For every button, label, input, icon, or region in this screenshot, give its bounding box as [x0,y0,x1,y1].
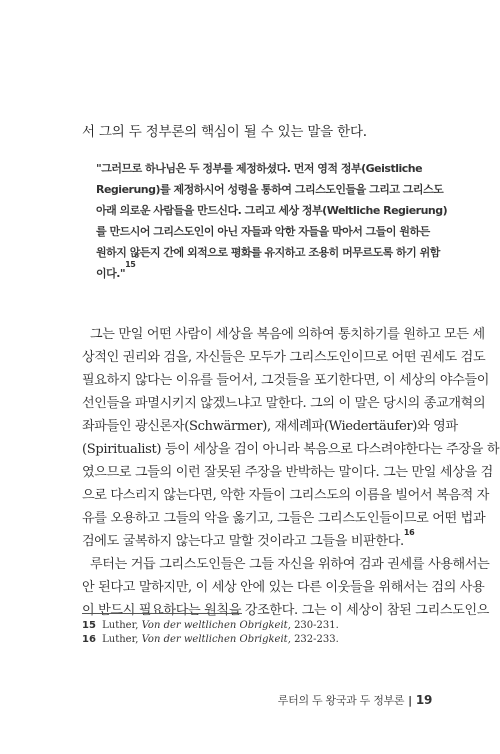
footnote-author: Luther, [102,634,139,645]
paragraph-line: 으로 다스리지 않는다면, 악한 자들이 그리스도의 이름을 빌어서 복음적 자 [82,488,490,503]
paragraph-line: (Spiritualist) 등이 세상을 검이 아니라 복음으로 다스려야한다는 주장을 하 [82,442,500,457]
footnote-title: Von der weltlichen Obrigkeit, [141,620,291,631]
paragraph-line: 필요하지 않다는 이유를 들어서, 그것들을 포기한다면, 이 세상의 야수들이 [82,373,490,388]
paragraph-line: 였으므로 그들의 이런 잘못된 주장을 반박하는 말이다. 그는 만일 세상을 검 [82,465,493,480]
quote-line: 원하지 않든지 간에 외적으로 평화를 유지하고 조용히 머무르도록 하기 위함 [96,246,440,259]
footnote-pages: 230-231. [294,620,339,631]
footer-separator: | [408,694,412,707]
paragraph-line [82,527,415,549]
quote-line: 를 만드시어 그리스도인이 아닌 자들과 악한 자들을 막아서 그들이 원하든 [96,225,430,238]
footnote-author: Luther, [102,620,139,631]
intro-sentence: 서 그의 두 정부론의 핵심이 될 수 있는 말을 한다. [82,124,367,140]
quote-line: 아래 의로운 사람들을 만드신다. 그리고 세상 정부(Weltliche Regierung) [96,204,448,217]
running-title: 루터의 두 왕국과 두 정부론 [277,694,405,707]
quote-line [96,260,136,281]
paragraph-line: 이 반드시 필요하다는 원칙을 강조한다. 그는 이 세상이 참된 그리스도인으 [82,603,490,618]
quote-line: "그러므로 하나님은 두 정부를 제정하셨다. 먼저 영적 정부(Geistliche [96,162,423,175]
footnote-divider [82,613,242,614]
paragraph-line-text: 검에도 굴복하지 않는다고 말할 것이라고 그들을 비판한다. [82,534,404,549]
paragraph-line: 선인들을 파멸시키지 않겠느냐고 말한다. 그의 이 말은 당시의 종교개혁의 [82,396,486,411]
footnote-pages: 232-233. [294,634,339,645]
footnote-16 [82,634,339,645]
footnote-number: 16 [82,634,96,645]
paragraph-line: 안 된다고 말하지만, 이 세상 안에 있는 다른 이웃들을 위해서는 검의 사용 [82,580,485,595]
paragraph-line: 좌파들인 광신론자(Schwärmer), 재세례파(Wiedertäufer)와 영파 [82,419,458,434]
page-number: 19 [415,693,432,707]
quote-line: Regierung)를 제정하시어 성령을 통하여 그리스도인들을 그리고 그리스도 [96,183,444,196]
footnote-number: 15 [82,620,96,631]
paragraph-line: 그는 만일 어떤 사람이 세상을 복음에 의하여 통치하기를 원하고 모든 세 [90,327,485,342]
paragraph-line: 루터는 거듭 그리스도인들은 그들 자신을 위하여 검과 권세를 사용해서는 [90,557,490,572]
footnote-ref-16[interactable]: 16 [403,527,415,537]
footnote-title: Von der weltlichen Obrigkeit, [141,634,291,645]
footnote-15 [82,620,339,631]
paragraph-line: 유를 오용하고 그들의 악을 옳기고, 그들은 그리스도인들이므로 어떤 법과 [82,511,486,526]
footnote-ref-15[interactable]: 15 [125,260,136,270]
paragraph-line: 상적인 권리와 검을, 자신들은 모두가 그리스도인이므로 어떤 권세도 검도 [82,350,486,365]
quote-line-text: 이다." [96,267,126,280]
running-footer [278,692,432,708]
